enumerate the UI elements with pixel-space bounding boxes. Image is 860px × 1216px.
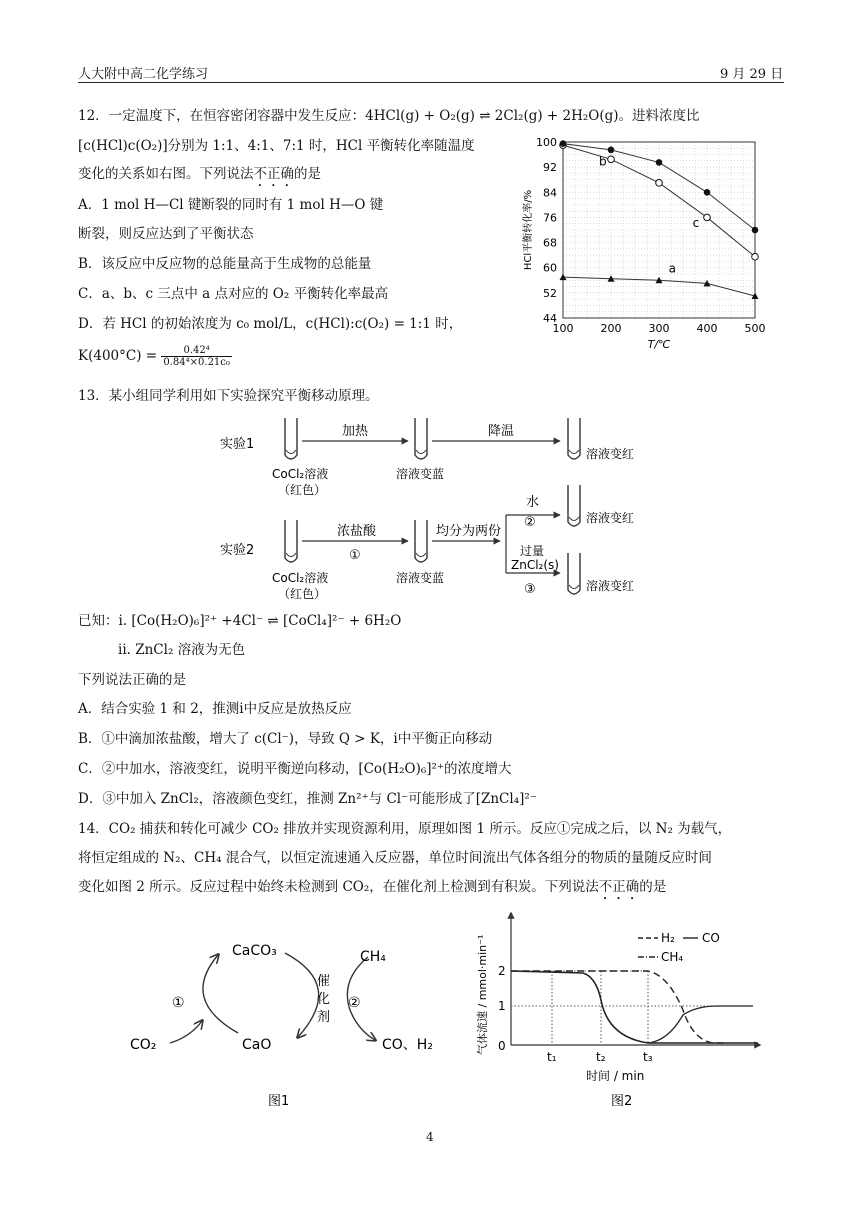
test-tube-2d [568, 553, 580, 594]
k-denominator: 0.84⁴×0.21c₀ [163, 357, 230, 368]
label-cocl2-1: CoCl₂溶液 [272, 467, 329, 481]
label-split: 均分为两份 [436, 524, 502, 539]
q13-known-ii: ii. ZnCl₂ 溶液为无色 [118, 642, 246, 658]
label-catalyst-2: 化 [317, 992, 331, 1007]
label-ch4: CH₄ [360, 949, 386, 965]
label-reaction-1: ① [172, 995, 185, 1011]
test-tube-2a [285, 520, 297, 562]
q12-stem-line1: 12．一定温度下，在恒容密闭容器中发生反应：4HCl(g) + O₂(g) ⇌ 2Cl₂(g) + 2H₂O(g)。进料浓度比 [78, 108, 700, 124]
x-axis-label: T/℃ [647, 338, 671, 351]
data-point-filled-circle [656, 159, 663, 166]
legend-h2: H₂ [661, 931, 675, 945]
fig2-xlabel: 时间 / min [586, 1069, 645, 1083]
x-tick-label: 400 [696, 322, 718, 335]
point-label-c: c [692, 215, 700, 230]
q12-stem-line2: [c(HCl)c(O₂)]分别为 1:1、4:1、7:1 时，HCl 平衡转化率随温度 [78, 138, 475, 154]
k-numerator: 0.42⁴ [161, 345, 232, 357]
label-excess: 过量 [520, 544, 545, 558]
test-tube-2c [568, 485, 580, 526]
q14-stem-line3: 变化如图 2 所示。反应过程中始终未检测到 CO₂，在催化剂上检测到有积炭。下列说法不正确的是 [78, 879, 667, 895]
x-tick-label: 200 [600, 322, 622, 335]
fig2-ytick-1: 1 [498, 999, 506, 1013]
q14-stem-line1: 14．CO₂ 捕获和转化可减少 CO₂ 排放并实现资源利用，原理如图 1 所示。反应①完成之后，以 N₂ 为载气， [78, 821, 732, 837]
y-tick-label: 92 [543, 161, 557, 175]
y-tick-label: 100 [536, 136, 557, 149]
figure2-flow-chart [468, 905, 768, 1115]
fig2-ytick-2: 2 [498, 964, 506, 978]
q12-option-c: C．a、b、c 三点中 a 点对应的 O₂ 平衡转化率最高 [78, 286, 389, 302]
data-point-filled-circle [752, 227, 759, 234]
q13-experiment-diagram [210, 410, 680, 610]
label-exp1: 实验1 [220, 437, 255, 452]
point-label-b: b [599, 154, 607, 169]
header-date: 9 月 29 日 [720, 67, 784, 82]
label-turnred-2: 溶液变红 [586, 511, 635, 525]
fig2-curve-ch4 [511, 971, 758, 1043]
page-number: 4 [426, 1130, 434, 1144]
test-tube-1b [415, 418, 427, 459]
data-point-filled-circle [608, 147, 615, 154]
label-zncl2s: ZnCl₂(s) [511, 558, 559, 572]
label-blue-2: 溶液变蓝 [396, 571, 445, 585]
data-point-open-circle [752, 253, 759, 260]
data-point-open-circle [656, 180, 663, 187]
label-caco3: CaCO₃ [232, 943, 277, 959]
data-point-open-circle [704, 214, 711, 221]
q12-option-a-line1: A．1 mol H—Cl 键断裂的同时有 1 mol H—O 键 [78, 197, 384, 213]
y-tick-label: 76 [543, 211, 557, 225]
label-turnred-3: 溶液变红 [586, 579, 635, 593]
label-turnred-1: 溶液变红 [586, 447, 635, 461]
label-co2: CO₂ [130, 1037, 157, 1053]
label-red-2: （红色） [278, 587, 327, 601]
data-point-open-circle [608, 156, 615, 163]
y-tick-label: 44 [543, 312, 557, 325]
q14-stem-line2: 将恒定组成的 N₂、CH₄ 混合气，以恒定流速通入反应器，单位时间流出气体各组分的物质的量随反应时间 [78, 850, 712, 866]
label-step3: ③ [524, 582, 536, 597]
label-catalyst-3: 剂 [317, 1010, 331, 1025]
test-tube-1a [285, 418, 297, 459]
q13-known-i: 已知：i. [Co(H₂O)₆]²⁺ +4Cl⁻ ⇌ [CoCl₄]²⁻ + 6H₂O [78, 613, 402, 629]
header-left: 人大附中高二化学练习 [78, 67, 209, 82]
label-cool: 降温 [488, 424, 515, 439]
label-heat: 加热 [342, 424, 369, 439]
legend-ch4: CH₄ [661, 950, 684, 964]
label-cocl2-2: CoCl₂溶液 [272, 571, 329, 585]
label-co-h2: CO、H₂ [382, 1037, 433, 1053]
x-tick-label: 500 [744, 322, 766, 335]
x-tick-label: 300 [648, 322, 670, 335]
label-step2: ② [524, 515, 536, 530]
figure1-cycle-diagram [120, 925, 450, 1115]
q13-option-c: C．②中加水，溶液变红，说明平衡逆向移动，[Co(H₂O)₆]²⁺的浓度增大 [78, 761, 512, 777]
label-blue-1: 溶液变蓝 [396, 467, 445, 481]
label-cao: CaO [242, 1037, 272, 1053]
arrow-co2-in [170, 1021, 202, 1043]
q13-option-b: B．①中滴加浓盐酸，增大了 c(Cl⁻)，导致 Q > K，i中平衡正向移动 [78, 731, 493, 747]
fig2-t1: t₁ [547, 1050, 557, 1064]
emphasis-not-correct: 不正确 [253, 166, 294, 182]
label-red-1: （红色） [278, 483, 327, 497]
figure1-caption: 图1 [268, 1094, 290, 1109]
q12-k-expression: K(400°C) = $\frac{\text{0.42⁴}}{\text{0.84⁴×0.21c₀}}$ [78, 345, 230, 368]
figure2-caption: 图2 [611, 1094, 633, 1109]
y-tick-label: 84 [543, 186, 557, 200]
header-rule [78, 82, 784, 83]
label-hcl: 浓盐酸 [337, 524, 377, 539]
hcl-conversion-chart [495, 130, 785, 355]
q12-stem-line3: 变化的关系如右图。下列说法不正确的是 [78, 166, 321, 182]
label-exp2: 实验2 [220, 543, 255, 558]
q12-option-d: D．若 HCl 的初始浓度为 c₀ mol/L，c(HCl):c(O₂) = 1:1 时， [78, 316, 463, 332]
test-tube-2b [415, 520, 427, 562]
emphasis-not-correct-2: 不正确 [598, 879, 640, 895]
y-tick-label: 52 [543, 286, 557, 300]
label-reaction-2: ② [348, 995, 361, 1011]
label-water: 水 [526, 495, 540, 510]
y-axis-label: HCl平衡转化率/% [523, 189, 534, 271]
q13-stem: 13．某小组同学利用如下实验探究平衡移动原理。 [78, 388, 379, 404]
q13-option-a: A．结合实验 1 和 2，推测i中反应是放热反应 [78, 701, 352, 717]
fig2-ylabel: 气体流速 / mmol·min⁻¹ [476, 934, 489, 1055]
label-step1: ① [349, 548, 361, 563]
x-tick-label: 100 [552, 322, 574, 335]
q13-option-d: D．③中加入 ZnCl₂，溶液颜色变红，推测 Zn²⁺与 Cl⁻可能形成了[ZnCl₄]²⁻ [78, 791, 537, 807]
data-point-filled-circle [704, 189, 711, 196]
fig2-t3: t₃ [643, 1050, 653, 1064]
test-tube-1c [568, 418, 580, 459]
q12-option-a-line2: 断裂，则反应达到了平衡状态 [78, 226, 254, 242]
q13-ask: 下列说法正确的是 [78, 672, 186, 688]
fig2-t2: t₂ [596, 1050, 606, 1064]
data-point-filled-circle [560, 140, 567, 147]
fig2-ytick-0: 0 [498, 1039, 506, 1053]
label-catalyst-1: 催 [317, 974, 331, 989]
legend-co: CO [702, 931, 720, 945]
y-tick-label: 60 [543, 261, 557, 275]
q12-option-b: B．该反应中反应物的总能量高于生成物的总能量 [78, 256, 372, 272]
point-label-a: a [668, 261, 676, 276]
arrow-caco3-to-cao [285, 953, 319, 1037]
y-tick-label: 68 [543, 236, 557, 250]
arrow-cao-to-caco3 [203, 955, 238, 1033]
